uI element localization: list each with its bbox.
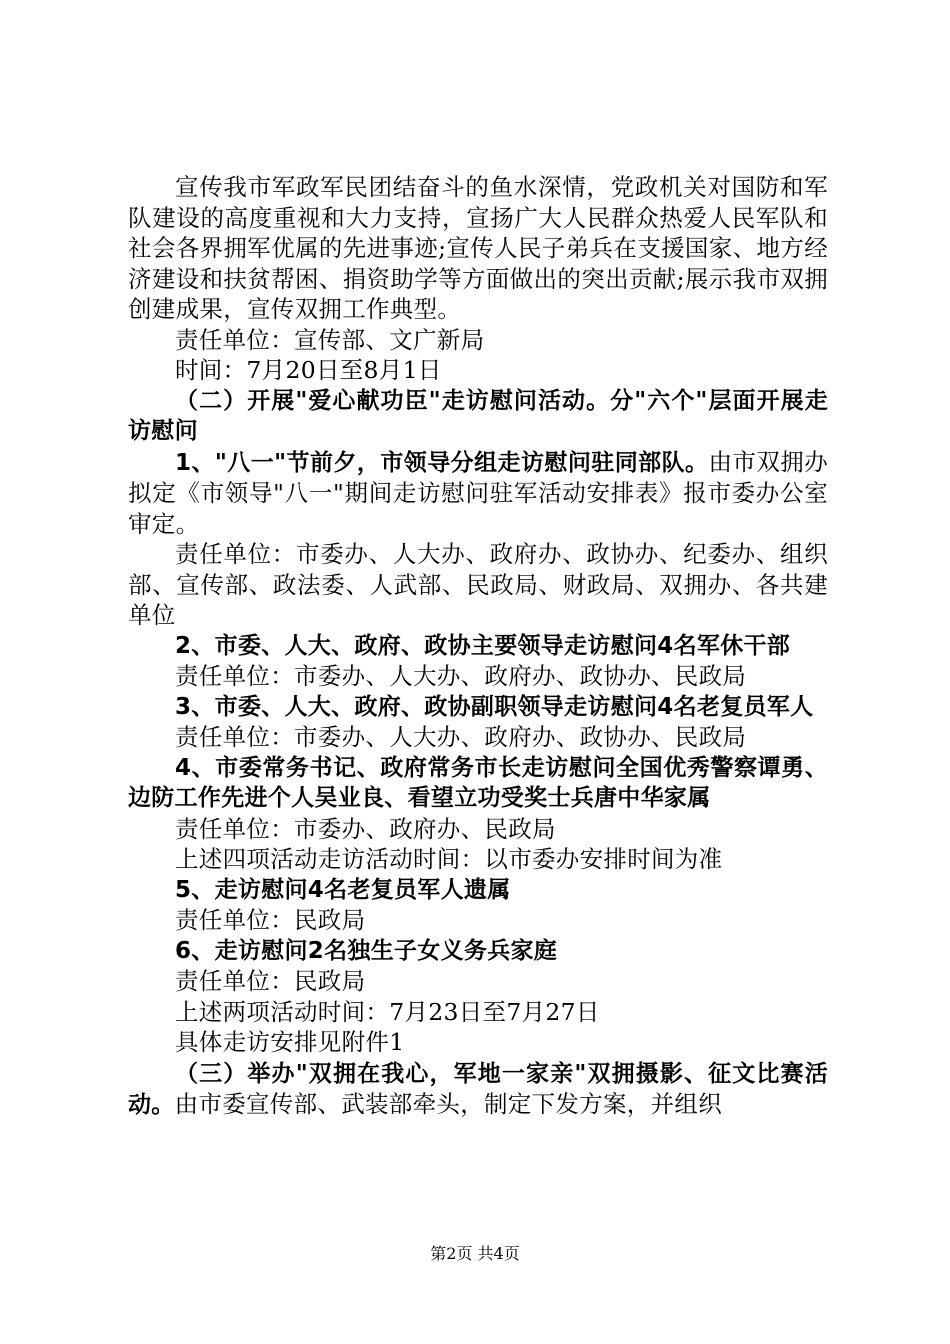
section-heading-2: （二）开展"爱心献功臣"走访慰问活动。分"六个"层面开展走访慰问	[128, 387, 828, 444]
paragraph-responsible-unit: 责任单位：民政局	[175, 967, 366, 995]
paragraph-responsible-unit: 责任单位：宣传部、文广新局	[175, 325, 485, 354]
paragraph-responsible-unit: 责任单位：市委办、人大办、政府办、政协办、纪委办、组织部、宣传部、政法委、人武部、民政局、财政局、双拥办、各共建单位	[128, 540, 828, 629]
page-footer: 第2页 共4页	[430, 1244, 520, 1263]
item-1-detail: 由市双拥办拟定《市领导"八一"期间走访慰问驻军活动安排表》报市委办公室审定。	[128, 447, 828, 538]
paragraph-item-1	[128, 447, 828, 540]
paragraph-time: 时间：7月20日至8月1日	[175, 356, 442, 384]
item-1-heading: 1、"八一"节前夕，市领导分组走访慰问驻同部队。	[175, 449, 709, 476]
section-heading-3	[128, 1058, 828, 1121]
paragraph-responsible-unit: 责任单位：市委办、人大办、政府办、政协办、民政局	[175, 723, 747, 751]
paragraph-attachment-note: 具体走访安排见附件1	[175, 1028, 405, 1056]
paragraph-item-5: 5、走访慰问4名老复员军人遗属	[175, 876, 511, 903]
paragraph-item-2: 2、市委、人大、政府、政协主要领导走访慰问4名军休干部	[175, 632, 791, 659]
paragraph-responsible-unit: 责任单位：民政局	[175, 906, 366, 934]
paragraph-activity-time: 上述四项活动走访活动时间：以市委办安排时间为准	[175, 845, 723, 873]
paragraph-propaganda: 宣传我市军政军民团结奋斗的鱼水深情，党政机关对国防和军队建设的高度重视和大力支持，宣扬广大人民群众热爱人民军队和社会各界拥军优属的先进事迹;宣传人民子弟兵在支援国家、地方经济建设和扶贫帮困、捐资助学等方面做出的突出贡献;展示我市双拥创建成果，宣传双拥工作典型。	[128, 173, 828, 323]
section-3-heading: （三）举办"双拥在我心，军地一家亲"双拥摄影、征文比赛活动。	[128, 1060, 828, 1118]
paragraph-activity-time: 上述两项活动时间：7月23日至7月27日	[175, 997, 600, 1026]
paragraph-item-4: 4、市委常务书记、政府常务市长走访慰问全国优秀警察谭勇、边防工作先进个人吴业良、看望立功受奖士兵唐中华家属	[128, 754, 828, 811]
document-body	[128, 172, 828, 1121]
paragraph-responsible-unit: 责任单位：市委办、政府办、民政局	[175, 814, 556, 843]
paragraph-responsible-unit: 责任单位：市委办、人大办、政府办、政协办、民政局	[175, 662, 747, 690]
paragraph-item-3: 3、市委、人大、政府、政协副职领导走访慰问4名老复员军人	[175, 693, 814, 720]
paragraph-item-6: 6、走访慰问2名独生子女义务兵家庭	[175, 937, 558, 964]
section-3-detail: 由市委宣传部、武装部牵头，制定下发方案，并组织	[174, 1090, 723, 1118]
